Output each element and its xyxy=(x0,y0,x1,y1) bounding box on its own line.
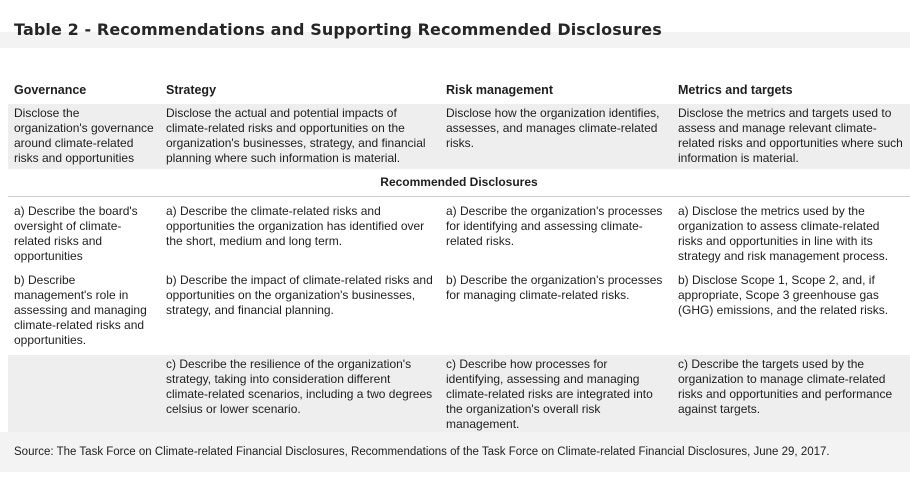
disclosure-cell: b) Describe management's role in assessing and managing climate-related risks and opportunities. xyxy=(8,271,160,351)
disclosure-cell: b) Disclose Scope 1, Scope 2, and, if appropriate, Scope 3 greenhouse gas (GHG) emissions, and the related risks. xyxy=(672,271,910,351)
spacer xyxy=(0,48,910,74)
column-header-governance: Governance xyxy=(14,83,87,97)
disclosure-row-a xyxy=(8,202,910,267)
recommendation-governance: Disclose the organization's governance around climate-related risks and opportunities xyxy=(8,104,160,169)
disclosure-cell: a) Describe the organization's processes for identifying and assessing climate-related risks. xyxy=(440,202,672,267)
disclosure-cell: b) Describe the impact of climate-related risks and opportunities on the organization's businesses, strategy, and financial planning. xyxy=(160,271,440,351)
disclosure-cell xyxy=(8,355,160,435)
disclosure-cell: a) Describe the climate-related risks and opportunities the organization has identified over the short, medium and long term. xyxy=(160,202,440,267)
header-row xyxy=(8,80,910,100)
recommendation-strategy: Disclose the actual and potential impacts of climate-related risks and opportunities on the organization's businesses, strategy, and financial planning where such information is material. xyxy=(160,104,440,169)
recommendations-table xyxy=(8,76,910,439)
recommendation-risk-management: Disclose how the organization identifies, assesses, and manages climate-related risks. xyxy=(440,104,672,169)
recommendation-metrics-targets: Disclose the metrics and targets used to assess and manage relevant climate-related risks and opportunities where such information is material. xyxy=(672,104,910,169)
disclosure-cell: a) Disclose the metrics used by the organization to assess climate-related risks and opportunities in line with its strategy and risk management process. xyxy=(672,202,910,267)
disclosure-row-b xyxy=(8,271,910,351)
column-header-risk-management: Risk management xyxy=(446,83,553,97)
section-header-row xyxy=(8,173,910,192)
recommendation-row xyxy=(8,104,910,169)
disclosure-cell: c) Describe how processes for identifying, assessing and managing climate-related risks are integrated into the organization's overall risk management. xyxy=(440,355,672,435)
disclosure-cell: c) Describe the resilience of the organization's strategy, taking into consideration different climate-related scenarios, including a two degrees celsius or lower scenario. xyxy=(160,355,440,435)
column-header-metrics-targets: Metrics and targets xyxy=(678,83,793,97)
disclosure-cell: c) Describe the targets used by the organization to manage climate-related risks and opportunities and performance against targets. xyxy=(672,355,910,435)
disclosure-row-c xyxy=(8,355,910,435)
section-label: Recommended Disclosures xyxy=(8,173,910,192)
source-note: Source: The Task Force on Climate-related Financial Disclosures, Recommendations of the Task Force on Climate-related Financial Disclosures, June 29, 2017. xyxy=(14,446,830,458)
table-title: Table 2 - Recommendations and Supporting Recommended Disclosures xyxy=(14,20,662,39)
divider xyxy=(8,196,910,198)
column-header-strategy: Strategy xyxy=(166,83,217,97)
disclosure-cell: a) Describe the board's oversight of climate-related risks and opportunities xyxy=(8,202,160,267)
disclosure-cell: b) Describe the organization's processes for managing climate-related risks. xyxy=(440,271,672,351)
